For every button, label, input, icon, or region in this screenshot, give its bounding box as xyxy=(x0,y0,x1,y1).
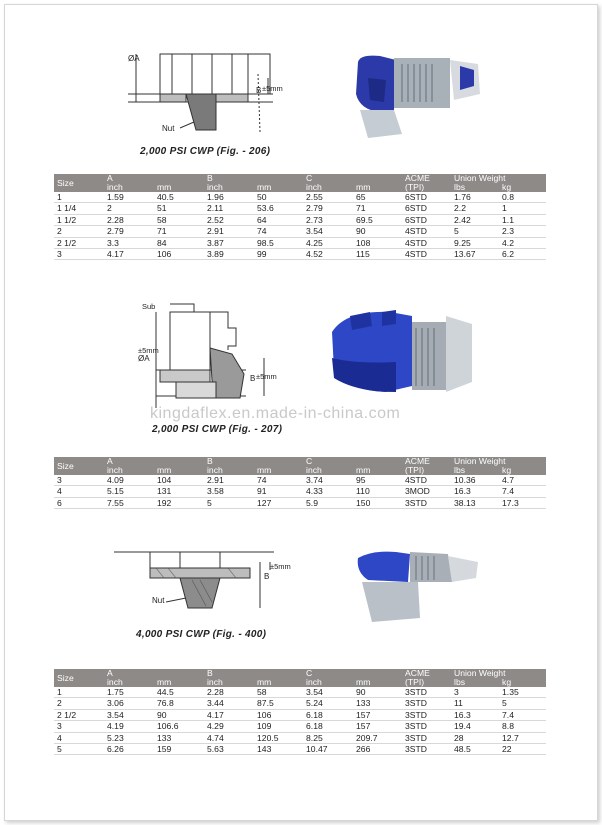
table-row xyxy=(54,687,546,698)
header-mm: mm xyxy=(353,678,402,687)
cell-c-mm: 115 xyxy=(353,249,402,260)
table-row xyxy=(54,698,546,709)
cell-c-mm: 90 xyxy=(353,226,402,237)
drawing-label-b: B xyxy=(250,374,256,383)
cell-c-mm: 108 xyxy=(353,237,402,248)
header-c: C xyxy=(303,457,402,466)
spec-table-fig-207 xyxy=(54,457,546,509)
cell-a-mm: 106 xyxy=(154,249,204,260)
cell-c-mm: 266 xyxy=(353,744,402,755)
table-row xyxy=(54,732,546,743)
union-photo-fig-400 xyxy=(348,548,488,628)
cell-c-inch: 10.47 xyxy=(303,744,353,755)
cell-size: 2 1/2 xyxy=(54,237,104,248)
header-size: Size xyxy=(54,174,104,192)
cell-b-mm: 53.6 xyxy=(254,203,303,214)
cell-b-inch: 1.96 xyxy=(204,192,254,203)
cell-weight-lbs: 11 xyxy=(451,698,499,709)
cell-b-inch: 5 xyxy=(204,497,254,508)
drawing-label-nut: Nut xyxy=(162,124,175,133)
technical-drawing-fig-400 xyxy=(110,542,280,620)
cell-a-inch: 2.79 xyxy=(104,226,154,237)
cell-c-mm: 209.7 xyxy=(353,732,402,743)
header-union-weight: Union Weight xyxy=(451,174,546,183)
header-a: A xyxy=(104,457,204,466)
cell-c-inch: 2.55 xyxy=(303,192,353,203)
cell-weight-kg: 8.8 xyxy=(499,721,546,732)
cell-a-mm: 133 xyxy=(154,732,204,743)
cell-a-mm: 84 xyxy=(154,237,204,248)
header-tpi: (TPI) xyxy=(402,678,451,687)
caption-fig-206: 2,000 PSI CWP (Fig. - 206) xyxy=(140,146,271,157)
header-lbs: lbs xyxy=(451,466,499,475)
cell-a-mm: 76.8 xyxy=(154,698,204,709)
header-size: Size xyxy=(54,457,104,475)
cell-b-mm: 91 xyxy=(254,486,303,497)
union-photo-fig-206 xyxy=(350,50,500,142)
cell-c-mm: 69.5 xyxy=(353,214,402,225)
cell-a-inch: 4.19 xyxy=(104,721,154,732)
cell-acme-tpi: 3STD xyxy=(402,687,451,698)
table-row xyxy=(54,497,546,508)
cell-weight-lbs: 19.4 xyxy=(451,721,499,732)
technical-drawing-fig-207 xyxy=(136,298,276,420)
cell-acme-tpi: 4STD xyxy=(402,249,451,260)
cell-b-mm: 127 xyxy=(254,497,303,508)
header-mm: mm xyxy=(154,678,204,687)
cell-weight-lbs: 3 xyxy=(451,687,499,698)
cell-acme-tpi: 6STD xyxy=(402,203,451,214)
cell-b-inch: 2.52 xyxy=(204,214,254,225)
cell-c-inch: 4.52 xyxy=(303,249,353,260)
cell-acme-tpi: 3STD xyxy=(402,732,451,743)
cell-weight-kg: 4.7 xyxy=(499,475,546,486)
cell-c-inch: 5.9 xyxy=(303,497,353,508)
drawing-label-b: B xyxy=(264,572,270,581)
cell-acme-tpi: 6STD xyxy=(402,192,451,203)
cell-b-inch: 2.91 xyxy=(204,475,254,486)
technical-drawing-fig-206 xyxy=(108,50,278,138)
cell-b-mm: 109 xyxy=(254,721,303,732)
table-row xyxy=(54,192,546,203)
table-row xyxy=(54,214,546,225)
header-lbs: lbs xyxy=(451,678,499,687)
drawing-label-gap: ±5mm xyxy=(256,372,277,381)
caption-fig-400: 4,000 PSI CWP (Fig. - 400) xyxy=(136,629,267,640)
cell-a-mm: 159 xyxy=(154,744,204,755)
spec-table-fig-400 xyxy=(54,669,546,755)
cell-weight-lbs: 16.3 xyxy=(451,486,499,497)
cell-weight-kg: 6.2 xyxy=(499,249,546,260)
cell-weight-lbs: 13.67 xyxy=(451,249,499,260)
cell-acme-tpi: 3STD xyxy=(402,721,451,732)
cell-size: 1 1/4 xyxy=(54,203,104,214)
cell-size: 2 1/2 xyxy=(54,709,104,720)
drawing-label-gap: ±5mm xyxy=(138,346,159,355)
cell-a-inch: 7.55 xyxy=(104,497,154,508)
header-tpi: (TPI) xyxy=(402,183,451,192)
cell-c-mm: 157 xyxy=(353,709,402,720)
drawing-label-b: B xyxy=(256,86,262,95)
cell-weight-lbs: 9.25 xyxy=(451,237,499,248)
spec-table-fig-206 xyxy=(54,174,546,260)
cell-b-mm: 87.5 xyxy=(254,698,303,709)
header-mm: mm xyxy=(154,466,204,475)
cell-b-inch: 4.74 xyxy=(204,732,254,743)
cell-a-inch: 5.23 xyxy=(104,732,154,743)
cell-b-mm: 64 xyxy=(254,214,303,225)
cell-weight-lbs: 2.42 xyxy=(451,214,499,225)
cell-c-inch: 3.54 xyxy=(303,226,353,237)
table-row xyxy=(54,486,546,497)
cell-c-mm: 95 xyxy=(353,475,402,486)
header-kg: kg xyxy=(499,466,546,475)
cell-c-inch: 3.74 xyxy=(303,475,353,486)
header-a: A xyxy=(104,669,204,678)
table-row xyxy=(54,709,546,720)
cell-a-inch: 3.06 xyxy=(104,698,154,709)
header-inch: inch xyxy=(303,183,353,192)
cell-acme-tpi: 4STD xyxy=(402,475,451,486)
cell-weight-kg: 1.35 xyxy=(499,687,546,698)
cell-acme-tpi: 4STD xyxy=(402,237,451,248)
header-union-weight: Union Weight xyxy=(451,457,546,466)
header-b: B xyxy=(204,457,303,466)
cell-c-inch: 3.54 xyxy=(303,687,353,698)
table-row xyxy=(54,249,546,260)
cell-b-mm: 143 xyxy=(254,744,303,755)
header-acme: ACME xyxy=(402,457,451,466)
cell-b-mm: 120.5 xyxy=(254,732,303,743)
cell-b-mm: 74 xyxy=(254,226,303,237)
header-inch: inch xyxy=(204,678,254,687)
cell-weight-kg: 7.4 xyxy=(499,709,546,720)
table-row xyxy=(54,226,546,237)
cell-b-inch: 3.89 xyxy=(204,249,254,260)
cell-b-inch: 4.17 xyxy=(204,709,254,720)
cell-b-mm: 58 xyxy=(254,687,303,698)
cell-c-mm: 71 xyxy=(353,203,402,214)
cell-acme-tpi: 6STD xyxy=(402,214,451,225)
cell-a-mm: 40.5 xyxy=(154,192,204,203)
cell-weight-kg: 2.3 xyxy=(499,226,546,237)
cell-a-inch: 2.28 xyxy=(104,214,154,225)
cell-c-mm: 90 xyxy=(353,687,402,698)
cell-size: 1 1/2 xyxy=(54,214,104,225)
cell-a-inch: 3.3 xyxy=(104,237,154,248)
cell-b-mm: 98.5 xyxy=(254,237,303,248)
cell-size: 2 xyxy=(54,698,104,709)
header-mm: mm xyxy=(254,183,303,192)
cell-c-inch: 6.18 xyxy=(303,709,353,720)
cell-weight-kg: 4.2 xyxy=(499,237,546,248)
cell-a-mm: 192 xyxy=(154,497,204,508)
cell-size: 1 xyxy=(54,687,104,698)
cell-acme-tpi: 3STD xyxy=(402,709,451,720)
header-inch: inch xyxy=(104,466,154,475)
table-row xyxy=(54,203,546,214)
header-b: B xyxy=(204,174,303,183)
cell-a-inch: 4.09 xyxy=(104,475,154,486)
cell-c-mm: 65 xyxy=(353,192,402,203)
cell-b-inch: 2.11 xyxy=(204,203,254,214)
cell-c-mm: 133 xyxy=(353,698,402,709)
cell-weight-lbs: 5 xyxy=(451,226,499,237)
cell-size: 3 xyxy=(54,249,104,260)
union-photo-fig-207 xyxy=(326,296,478,402)
cell-a-mm: 58 xyxy=(154,214,204,225)
watermark: kingdaflex.en.made-in-china.com xyxy=(150,405,401,422)
cell-weight-lbs: 48.5 xyxy=(451,744,499,755)
header-mm: mm xyxy=(254,466,303,475)
cell-c-mm: 110 xyxy=(353,486,402,497)
header-a: A xyxy=(104,174,204,183)
cell-a-mm: 44.5 xyxy=(154,687,204,698)
table-row xyxy=(54,475,546,486)
cell-size: 4 xyxy=(54,486,104,497)
header-acme: ACME xyxy=(402,174,451,183)
cell-a-inch: 6.26 xyxy=(104,744,154,755)
cell-a-inch: 2 xyxy=(104,203,154,214)
header-tpi: (TPI) xyxy=(402,466,451,475)
drawing-label-dia-a: ØA xyxy=(138,354,150,363)
cell-size: 6 xyxy=(54,497,104,508)
drawing-label-sub: Sub xyxy=(142,302,156,311)
header-size: Size xyxy=(54,669,104,687)
header-inch: inch xyxy=(303,466,353,475)
table-row xyxy=(54,237,546,248)
cell-a-mm: 106.6 xyxy=(154,721,204,732)
header-inch: inch xyxy=(104,183,154,192)
cell-weight-lbs: 2.2 xyxy=(451,203,499,214)
header-b: B xyxy=(204,669,303,678)
cell-c-inch: 2.79 xyxy=(303,203,353,214)
cell-acme-tpi: 3MOD xyxy=(402,486,451,497)
cell-a-mm: 51 xyxy=(154,203,204,214)
cell-a-mm: 131 xyxy=(154,486,204,497)
drawing-label-dia-a: ØA xyxy=(128,54,140,63)
cell-b-mm: 99 xyxy=(254,249,303,260)
cell-b-inch: 5.63 xyxy=(204,744,254,755)
header-mm: mm xyxy=(353,183,402,192)
header-mm: mm xyxy=(154,183,204,192)
caption-fig-207: 2,000 PSI CWP (Fig. - 207) xyxy=(152,424,283,435)
cell-size: 3 xyxy=(54,721,104,732)
cell-b-mm: 106 xyxy=(254,709,303,720)
cell-c-inch: 6.18 xyxy=(303,721,353,732)
header-c: C xyxy=(303,669,402,678)
header-inch: inch xyxy=(303,678,353,687)
cell-a-inch: 5.15 xyxy=(104,486,154,497)
header-union-weight: Union Weight xyxy=(451,669,546,678)
drawing-label-gap: ±5mm xyxy=(270,562,291,571)
cell-acme-tpi: 3STD xyxy=(402,497,451,508)
cell-c-inch: 5.24 xyxy=(303,698,353,709)
cell-weight-kg: 1.1 xyxy=(499,214,546,225)
cell-size: 1 xyxy=(54,192,104,203)
cell-size: 2 xyxy=(54,226,104,237)
table-row xyxy=(54,744,546,755)
cell-a-mm: 90 xyxy=(154,709,204,720)
drawing-label-nut: Nut xyxy=(152,596,165,605)
cell-a-inch: 3.54 xyxy=(104,709,154,720)
cell-acme-tpi: 3STD xyxy=(402,744,451,755)
cell-weight-lbs: 16.3 xyxy=(451,709,499,720)
cell-size: 5 xyxy=(54,744,104,755)
header-mm: mm xyxy=(353,466,402,475)
cell-weight-kg: 12.7 xyxy=(499,732,546,743)
cell-acme-tpi: 3STD xyxy=(402,698,451,709)
cell-a-mm: 71 xyxy=(154,226,204,237)
cell-a-inch: 1.75 xyxy=(104,687,154,698)
cell-weight-lbs: 28 xyxy=(451,732,499,743)
cell-b-inch: 3.58 xyxy=(204,486,254,497)
cell-b-mm: 74 xyxy=(254,475,303,486)
cell-c-inch: 4.33 xyxy=(303,486,353,497)
header-mm: mm xyxy=(254,678,303,687)
cell-size: 4 xyxy=(54,732,104,743)
cell-b-inch: 2.28 xyxy=(204,687,254,698)
header-inch: inch xyxy=(104,678,154,687)
cell-weight-kg: 0.8 xyxy=(499,192,546,203)
header-c: C xyxy=(303,174,402,183)
cell-c-mm: 150 xyxy=(353,497,402,508)
cell-a-inch: 4.17 xyxy=(104,249,154,260)
table-row xyxy=(54,721,546,732)
cell-acme-tpi: 4STD xyxy=(402,226,451,237)
cell-weight-kg: 1 xyxy=(499,203,546,214)
cell-weight-kg: 7.4 xyxy=(499,486,546,497)
cell-c-mm: 157 xyxy=(353,721,402,732)
cell-weight-kg: 22 xyxy=(499,744,546,755)
cell-b-mm: 50 xyxy=(254,192,303,203)
header-kg: kg xyxy=(499,183,546,192)
cell-b-inch: 4.29 xyxy=(204,721,254,732)
cell-c-inch: 8.25 xyxy=(303,732,353,743)
header-acme: ACME xyxy=(402,669,451,678)
header-lbs: lbs xyxy=(451,183,499,192)
drawing-label-gap: ±5mm xyxy=(262,84,283,93)
cell-b-inch: 2.91 xyxy=(204,226,254,237)
cell-weight-lbs: 1.76 xyxy=(451,192,499,203)
cell-weight-kg: 17.3 xyxy=(499,497,546,508)
header-inch: inch xyxy=(204,183,254,192)
cell-weight-lbs: 10.36 xyxy=(451,475,499,486)
table-cutoff xyxy=(54,524,546,532)
cell-weight-kg: 5 xyxy=(499,698,546,709)
header-inch: inch xyxy=(204,466,254,475)
header-kg: kg xyxy=(499,678,546,687)
cell-a-inch: 1.59 xyxy=(104,192,154,203)
cell-weight-lbs: 38.13 xyxy=(451,497,499,508)
cell-b-inch: 3.87 xyxy=(204,237,254,248)
cell-c-inch: 4.25 xyxy=(303,237,353,248)
cell-b-inch: 3.44 xyxy=(204,698,254,709)
cell-a-mm: 104 xyxy=(154,475,204,486)
cell-size: 3 xyxy=(54,475,104,486)
cell-c-inch: 2.73 xyxy=(303,214,353,225)
